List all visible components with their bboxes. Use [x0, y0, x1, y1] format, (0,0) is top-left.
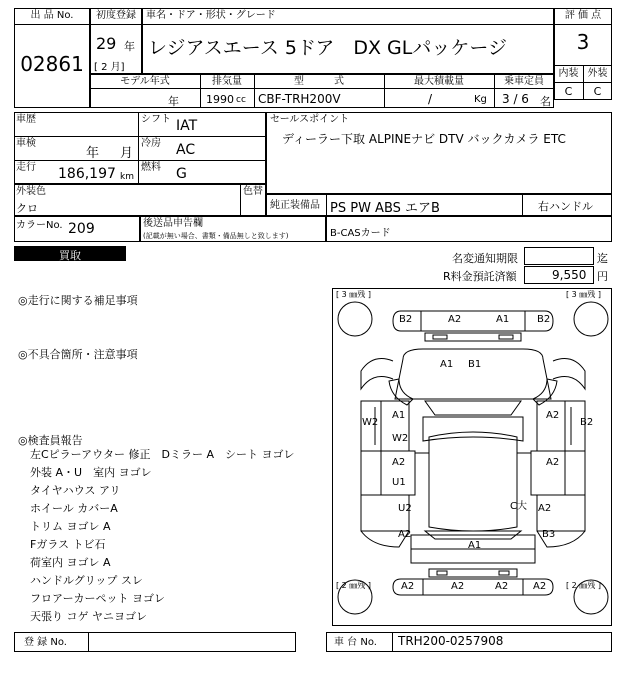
mark-left-a2: A2 — [392, 457, 406, 468]
shift-label: シフト — [141, 114, 171, 125]
color-label: 外装色 — [16, 186, 46, 197]
docs-value: B-CASカード — [330, 228, 391, 239]
inspector-lines — [30, 446, 295, 626]
mark-rear-bumper-a2-4: A2 — [533, 581, 547, 592]
lot-label: 出 品 No. — [30, 10, 74, 21]
mark-rear-a1: A1 — [468, 540, 482, 551]
color-box — [14, 184, 266, 216]
history-label: 車歴 — [16, 114, 36, 125]
capacity-label: 乗車定員 — [504, 76, 544, 87]
inspection-label: 車検 — [16, 138, 36, 149]
mark-right-a2: A2 — [546, 410, 560, 421]
inspector-line: トリム ヨゴレ A — [30, 520, 111, 533]
color-value: クロ — [16, 202, 38, 215]
inspector-line: ホイール カバーA — [30, 502, 118, 515]
inspector-line: Fガラス トビ石 — [30, 538, 106, 551]
inspector-line: 外装 A・U 室内 ヨゴレ — [30, 466, 152, 479]
max-load-unit: Kg — [474, 94, 487, 105]
inspector-line: タイヤハウス アリ — [30, 484, 121, 497]
mark-right-b3: B3 — [542, 529, 556, 540]
mark-rear-bumper-a2-3: A2 — [495, 581, 509, 592]
notice-box — [524, 247, 594, 265]
inspection-month-unit: 月 — [120, 146, 134, 161]
shift-value: IAT — [176, 118, 198, 134]
score-label: 評 価 点 — [564, 10, 602, 21]
equipment-value: PS PW ABS エアB — [330, 201, 440, 216]
defects-title: ◎不具合箇所・注意事項 — [18, 348, 138, 361]
tire-label-front-left: [ 3 ㎜残 ] — [336, 290, 371, 299]
hood — [395, 349, 551, 399]
buy-label: 買取 — [59, 249, 81, 262]
notice-unit: 迄 — [597, 252, 608, 265]
rear-bumper — [393, 579, 553, 595]
sales-point-value: ディーラー下取 ALPINEナビ DTV バックカメラ ETC — [282, 132, 566, 146]
recycle-value: 9,550 — [552, 268, 587, 282]
score-value: 3 — [576, 30, 590, 54]
aircon-label: 冷房 — [141, 138, 161, 149]
capacity-unit: 名 — [540, 95, 551, 108]
recycle-label: R料金預託済額 — [443, 270, 517, 283]
model-year-unit: 年 — [168, 95, 179, 108]
fuel-label: 燃料 — [141, 162, 161, 173]
tire-front-right — [574, 302, 608, 336]
mark-rear-bumper-a2-1: A2 — [401, 581, 415, 592]
right-front-door — [537, 401, 585, 451]
type-value: CBF-TRH200V — [258, 92, 341, 106]
first-reg-year: 29 — [96, 34, 117, 53]
mileage-value: 186,197 — [58, 166, 116, 182]
mark-front-a2: A2 — [448, 314, 462, 325]
capacity-value: 3 / 6 — [502, 92, 529, 106]
mark-hood-a1: A1 — [440, 359, 454, 370]
mark-front-b2-left: B2 — [399, 314, 413, 325]
model-year-label: モデル年式 — [120, 76, 170, 87]
interior-label: 内装 — [558, 68, 579, 79]
car-diagram — [332, 288, 612, 626]
exterior-value: C — [593, 85, 602, 98]
front-bumper — [393, 311, 553, 331]
handle-value: 右ハンドル — [538, 200, 593, 213]
interior-value: C — [564, 85, 573, 98]
sales-point-label: セールスポイント — [270, 114, 350, 125]
mark-front-b2-right: B2 — [537, 314, 551, 325]
roof — [429, 432, 517, 531]
mark-hood-b1: B1 — [468, 359, 482, 370]
tire-label-rear-right: [ 2 ㎜残 ] — [566, 581, 601, 590]
car-name-label: 車名・ドア・形状・グレード — [146, 10, 276, 21]
docs-note: (記載が無い場合、書類・備品無しと致します) — [143, 232, 289, 240]
mark-right-a2c: A2 — [538, 503, 552, 514]
recycle-unit: 円 — [597, 270, 608, 283]
color-no-label: カラーNo. — [16, 220, 63, 231]
aircon-value: AC — [176, 142, 196, 158]
mark-left-u2: U2 — [398, 503, 412, 514]
mark-left-a2b: A2 — [398, 529, 412, 540]
details-left — [14, 112, 266, 184]
first-reg-year-unit: 年 — [124, 40, 135, 53]
displacement-label: 排気量 — [212, 76, 242, 87]
tire-label-rear-left: [ 2 ㎜残 ] — [336, 581, 371, 590]
fuel-value: G — [176, 166, 187, 182]
cabin — [423, 417, 523, 441]
chassis-value: TRH200-0257908 — [398, 634, 504, 648]
mark-front-a1: A1 — [496, 314, 510, 325]
inspector-line: フロアーカーペット ヨゴレ — [30, 592, 165, 605]
mileage-label: 走行 — [16, 162, 36, 173]
tire-front-left — [338, 302, 372, 336]
car-diagram-drawing — [333, 289, 613, 627]
notice-label: 名変通知期限 — [452, 252, 518, 265]
inspector-line: 荷室内 ヨゴレ A — [30, 556, 111, 569]
reg-no-label: 登 録 No. — [24, 637, 67, 648]
mark-left-a1: A1 — [392, 410, 406, 421]
mark-right-a2b: A2 — [546, 457, 560, 468]
docs-label: 後送品申告欄 — [143, 218, 203, 229]
first-reg-label: 初度登録 — [96, 10, 136, 21]
first-reg-month: [ 2 月] — [94, 62, 125, 73]
inspector-line: 天張り コゲ ヤニヨゴレ — [30, 610, 147, 623]
tire-label-front-right: [ 3 ㎜残 ] — [566, 290, 601, 299]
max-load-value: / — [428, 92, 433, 106]
type-label: 型 式 — [294, 76, 344, 87]
max-load-label: 最大積載量 — [414, 76, 464, 87]
displacement-unit: cc — [236, 95, 246, 105]
mark-left-w2b: W2 — [392, 433, 409, 444]
mark-right-b2: B2 — [580, 417, 594, 428]
windshield — [425, 401, 521, 415]
car-name: レジアスエース 5ドア DX GLパッケージ — [148, 37, 507, 59]
mark-left-u1: U1 — [392, 477, 406, 488]
mark-rear-bumper-a2-2: A2 — [451, 581, 465, 592]
exterior-label: 外装 — [587, 68, 608, 79]
mark-right-cdai: C大 — [510, 501, 527, 512]
lot-number: 02861 — [20, 52, 84, 76]
repaint-label: 色替 — [243, 186, 263, 197]
displacement-value: 1990 — [206, 93, 234, 106]
chassis-label: 車 台 No. — [334, 637, 377, 648]
inspector-line: 左Cピラーアウター 修正 Dミラー A シート ヨゴレ — [30, 448, 295, 461]
driving-notes-title: ◎走行に関する補足事項 — [18, 294, 138, 307]
mileage-unit: km — [120, 172, 134, 182]
inspector-title: ◎検査員報告 — [18, 434, 83, 447]
equipment-label: 純正装備品 — [270, 200, 320, 211]
inspector-line: ハンドルグリップ スレ — [30, 574, 143, 587]
inspection-year-unit: 年 — [86, 146, 100, 161]
mark-left-w2: W2 — [362, 417, 379, 428]
color-no-value: 209 — [68, 221, 95, 237]
